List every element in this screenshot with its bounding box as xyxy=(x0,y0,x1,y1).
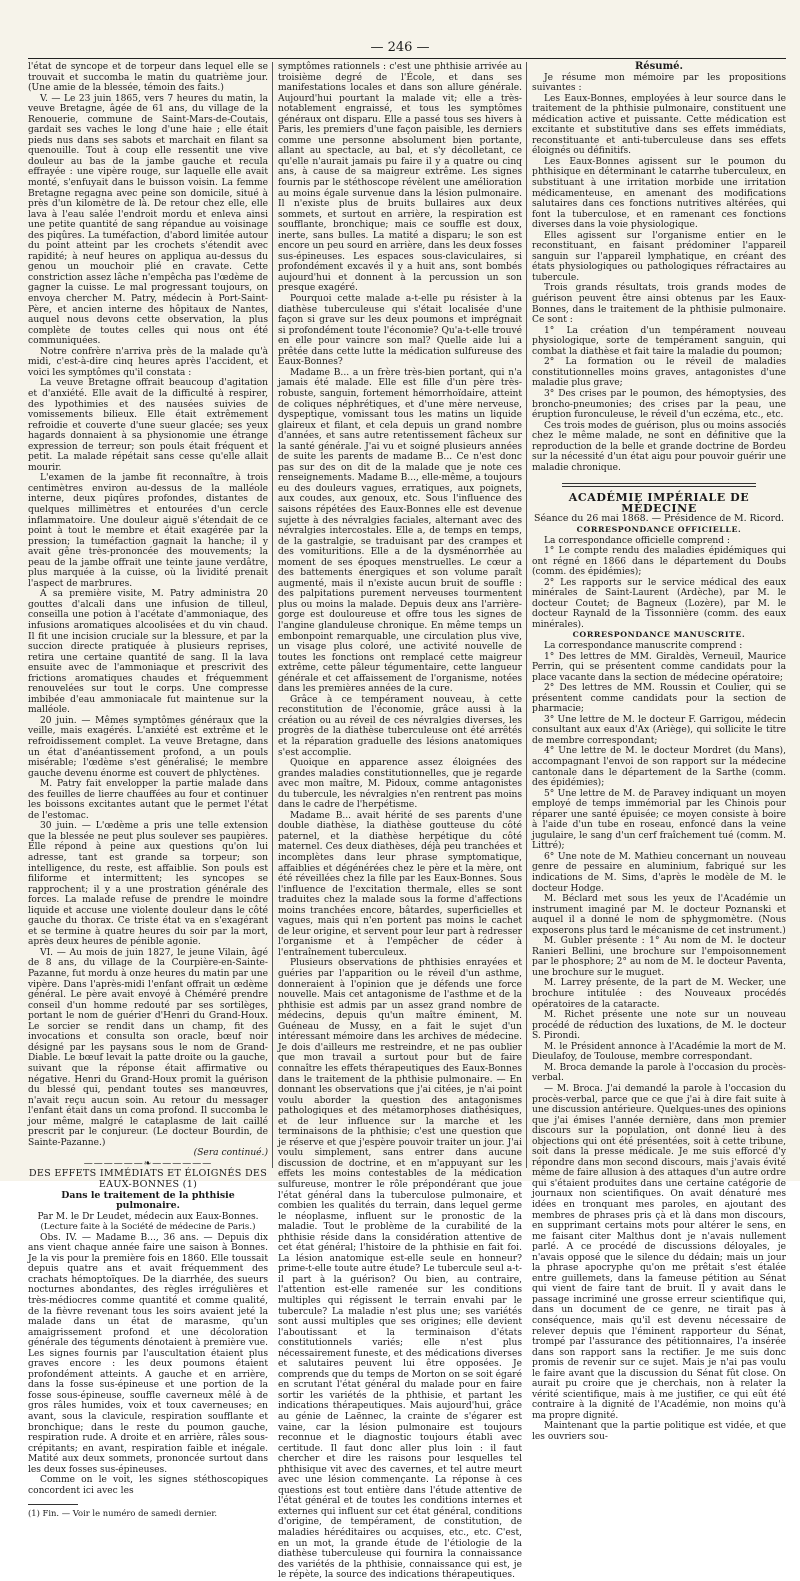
paragraph: Notre confrère n'arriva près de la malade qu'à midi, c'est-à-dire cinq heures après l'accident, et voici les symptômes qu'il constata : xyxy=(28,346,268,378)
paragraph: 3° Une lettre de M. le docteur F. Garrigou, médecin consultant aux eaux d'Ax (Ariège), qui sollicite le titre de membre correspondant; xyxy=(532,714,786,746)
paragraph: l'état de syncope et de torpeur dans lequel elle se trouvait et succomba le matin du quatrième jour. (Une amie de la blessée, témoin des faits.) xyxy=(28,62,268,94)
continued-note: (Sera continué.) xyxy=(193,1148,268,1159)
article-note: (Lecture faite à la Société de médecine de Paris.) xyxy=(40,1222,256,1233)
paragraph: M. Larrey présente, de la part de M. Wecker, une brochure intitulée : des Nouveaux procédés opératoires de la cataracte. xyxy=(532,978,786,1010)
paragraph: Obs. IV. — Madame B..., 36 ans. — Depuis dix ans vient chaque année faire une saison à Bonnes. Je la vis pour la première fois en 1860. Elle toussait depuis quatre ans et avait fréquemment des crachats hémoptoïques. De la diarrhée, des sueurs nocturnes abondantes, des règles irrégulières et très-médiocres comme quantité et comme qualité, de la fièvre revenant tous les soirs avaient jeté la malade dans un état de marasme, qu'un amaigrissement profond et une décoloration générale des téguments dénotaient à première vue. Les signes fournis par l'auscultation étaient plus graves encore : les deux poumons étaient profondément atteints. A gauche et en arrière, dans la fosse sus-épineuse et une portion de la fosse sous-épineuse, souffle caverneux mêlé à de gros râles humides, voix et toux caverneuses; en avant, sous la clavicule, respiration soufflante et bronchique; dans le reste du poumon gauche, respiration rude. A droite et en arrière, râles sous-crépitants; en avant, respiration faible et inégale. Matité aux deux sommets, prononcée surtout dans les deux fosses sus-épineuses. xyxy=(28,1232,268,1475)
paragraph: M. Gubler présente : 1° Au nom de M. le docteur Ranieri Bellini, une brochure sur l'empoisonnement par le phosphore; 2° au nom de M. le docteur Paventa, une brochure sur le muguet. xyxy=(532,936,786,978)
paragraph: 2° Les rapports sur le service médical des eaux minérales de Saint-Laurent (Ardèche), par M. le docteur Coutet; de Bagneux (Lozère), par M. le docteur Raynald de la Tissonnière (comm. des eaux minérales). xyxy=(532,577,786,630)
paragraph: Grâce à ce tempérament nouveau, à cette reconstitution de l'économie, grâce aussi à la création ou au réveil de ces névralgies diverses, les progrès de la diathèse tuberculeuse ont été arrêtés et la réparation graduelle des lésions anatomiques s'est accomplie. xyxy=(278,694,522,758)
paragraph: L'examen de la jambe fit reconnaître, à trois centimètres environ au-dessus de la malléole interne, deux piqûres profondes, distantes de quelques millimètres et entourées d'un cercle inflammatoire. Une douleur aiguë s'étendait de ce point à tout le membre et était exagérée par la pression; la tuméfaction gagnait la hanche; il y avait gêne très-prononcée des mouvements; la peau de la jambe offrait une teinte jaune verdâtre, plus marquée à la cuisse, où la lividité prenait l'aspect de marbrures. xyxy=(28,473,268,589)
academy-heading: ACADÉMIE IMPÉRIALE DE MÉDECINE xyxy=(568,491,750,515)
paragraph: — M. Broca. J'ai demandé la parole à l'occasion du procès-verbal, parce que ce que j'ai à dire fait suite à une discussion antérieure. Quelques-unes des opinions que j'ai émises l'année dernière, dans mon premier discours sur la population, ont donné lieu à des objections qui ont été présentées, soit à cette tribune, soit dans la presse médicale. Je me suis efforcé d'y répondre dans mon second discours, mais j'avais évité même de faire allusion à des attaques d'un autre ordre qui s'étaient produites dans une certaine catégorie de journaux non scientifiques. On avait dénaturé mes idées en tronquant mes paroles, en ajoutant des membres de phrases pris çà et là dans mon discours, en supprimant certains mots pour altérer le sens, en me faisant citer Malthus dont je n'avais nullement parlé. A ce procédé de discussions déloyales, je n'avais opposé que le silence du dédain; mais un jour la phrase apocryphe qu'on me prêtait s'est étalée entre guillemets, dans la fameuse pétition au Sénat qui vient de faire tant de bruit. Il y avait dans le passage incriminé une grosse erreur scientifique qui, dans un document de ce genre, ne tirait pas à conséquence, mais qu'il est devenu nécessaire de relever depuis que l'éminent rapporteur du Sénat, trompé par l'assurance des pétitionnaires, l'a insérée dans son rapport sans la rectifier. Je me suis donc promis de revenir sur ce sujet. Mais je n'ai pas voulu le faire avant que la discussion du Sénat fût close. On aurait pu croire que je cherchais, non à relater la vérité scientifique, mais à me justifier, ce qui eût été contraire à la dignité de l'Académie, non moins qu'à ma propre dignité. xyxy=(532,1083,786,1421)
paragraph: 1° Des lettres de MM. Giraldès, Verneuil, Maurice Perrin, qui se présentent comme candidats pour la place vacante dans la section de médecine opératoire; xyxy=(532,651,786,683)
paragraph: Quoique en apparence assez éloignées des grandes maladies constitutionnelles, que je regarde avec mon maître, M. Pidoux, comme antagonistes du tubercule, les névralgies n'en rentrent pas moins dans le cadre de l'herpétisme. xyxy=(278,758,522,811)
footnote: (1) Fin. — Voir le numéro de samedi dernier. xyxy=(28,1508,218,1519)
paragraph: symptômes rationnels : c'est une phthisie arrivée au troisième degré de l'École, et dans ses manifestations locales et dans son allure générale. Aujourd'hui pourtant la malade vit; elle a très-notablement engraissé, et tous les symptômes généraux ont disparu. Elle a passé tous ses hivers à Paris, les premiers d'une façon paisible, les derniers comme une personne absolument bien portante, allant au spectacle, au bal, et s'y décolletant, ce qu'elle n'aurait jamais pu faire il y a quatre ou cinq ans, à cause de sa maigreur extrême. Les signes fournis par le stéthoscope révèlent une amélioration au moins égale survenue dans la lésion pulmonaire. Il n'existe plus de bruits bullaires aux deux sommets, et surtout en arrière, la respiration est soufflante, bronchique; mais ce souffle est doux, inerte, sans bulles. La matité a disparu; le son est encore un peu sourd en arrière, dans les deux fosses sus-épineuses. Les espaces sous-claviculaires, si profondément excavés il y a huit ans, sont bombés aujourd'hui et donnent à la percussion un son presque exagéré. xyxy=(278,62,522,294)
paragraph: Madame B... avait hérité de ses parents d'une double diathèse, la diathèse goutteuse du côté paternel, et la diathèse herpétique du côté maternel. Ces deux diathèses, déjà peu tranchées et incomplètes dans leur phrase symptomatique, affaiblies et dégénérées chez le père et la mère, ont été réveillées chez la fille par les Eaux-Bonnes. Sous l'influence de l'excitation thermale, elles se sont traduites chez la malade sous la forme d'affections moins tranchées encore, bâtardes, superficielles et vagues, mais qui n'en portent pas moins le cachet de leur origine, et servent pour leur part à redresser l'organisme et à l'empêcher de céder à l'entraînement tuberculeux. xyxy=(278,810,522,958)
article-byline: Par M. le Dr Leudet, médecin aux Eaux-Bonnes. xyxy=(37,1211,259,1222)
section-rule xyxy=(562,483,756,487)
paragraph: Ces trois modes de guérison, plus ou moins associés chez le même malade, ne sont en définitive que la reproduction de la belle et grande doctrine de Bordeu sur la nécessité d'un état aigu pour pouvoir guérir une maladie chronique. xyxy=(532,420,786,473)
paragraph: M. le Président annonce à l'Académie la mort de M. Dieulafoy, de Toulouse, membre correspondant. xyxy=(532,1041,786,1063)
section-ornament: ——————❧—————— xyxy=(83,1158,213,1169)
paragraph: La correspondance officielle comprend : xyxy=(544,535,730,546)
paragraph: La veuve Bretagne offrait beaucoup d'agitation et d'anxiété. Elle avait de la difficulté à respirer, des lypothimies et des nausées suivies de vomissements bilieux. Elle était extrêmement refroidie et couverte d'une sueur glacée; ses yeux hagards donnaient à sa physionomie une étrange expression de terreur; son pouls était fréquent et petit. La malade répétait sans cesse qu'elle allait mourir. xyxy=(28,378,268,473)
paragraph: Elles agissent sur l'organisme entier en le reconstituant, en faisant prédominer l'appareil sanguin sur l'appareil lymphatique, en créant des états physiologiques ou pathologiques réfractaires au tubercule. xyxy=(532,230,786,283)
paragraph: 30 juin. — L'œdème a pris une telle extension que la blessée ne peut plus soulever ses paupières. Elle répond à peine aux questions qu'on lui adresse, tant est grande sa torpeur; son intelligence, du reste, est affaiblie. Son pouls est filiforme et intermittent; les syncopes se rapprochent; il y a une prostration générale des forces. La malade refuse de prendre le moindre liquide et accuse une violente douleur dans le côté gauche du thorax. Ce triste état va en s'exagérant et se termine à quatre heures du soir par la mort, après deux heures de pénible agonie. xyxy=(28,821,268,948)
paragraph: 2° Des lettres de MM. Roussin et Coulier, qui se présentent comme candidats pour la section de pharmacie; xyxy=(532,683,786,715)
paragraph: Maintenant que la partie politique est vidée, et que les ouvriers sou- xyxy=(532,1421,786,1442)
paragraph: 1° Le compte rendu des maladies épidémiques qui ont régné en 1866 dans le département du Doubs (comm. des épidémies); xyxy=(532,546,786,578)
paragraph: 5° Une lettre de M. de Paravey indiquant un moyen employé de temps immémorial par les Chinois pour réparer une santé épuisée; ce moyen consiste à boire à l'aide d'un tube en roseau, enfoncé dans la veine jugulaire, le sang d'un cerf fraîchement tué (comm. M. Littré); xyxy=(532,788,786,852)
paragraph: La correspondance manuscrite comprend : xyxy=(544,640,743,651)
paragraph: M. Béclard met sous les yeux de l'Académie un instrument imaginé par M. le docteur Poznanski et auquel il a donné le nom de sphygmomètre. (Nous exposerons plus tard le mécanisme de cet instrument.) xyxy=(532,894,786,936)
paragraph: Les Eaux-Bonnes agissent sur le poumon du phthisique en déterminant le catarrhe tuberculeux, en substituant à une irritation morbide une irritation médicamenteuse, en amenant des modifications salutaires dans ces fonctions nutritives altérées, qui font la tuberculose, et en ramenant ces fonctions diverses dans la voie physiologique. xyxy=(532,156,786,231)
paragraph: Les Eaux-Bonnes, employées à leur source dans le traitement de la phthisie pulmonaire, constituent une médication active et puissante. Cette médication est excitante et substitutive dans ses effets immédiats, reconstituante et anti-tuberculeuse dans ses effets éloignés ou définitifs. xyxy=(532,93,786,157)
paragraph: M. Broca demande la parole à l'occasion du procès-verbal. xyxy=(532,1062,786,1084)
paragraph: Comme on le voit, les signes stéthoscopiques concordent ici avec les xyxy=(28,1475,268,1496)
section-heading-resume: Résumé. xyxy=(635,61,683,72)
paragraph: M. Richet présente une note sur un nouveau procédé de réduction des luxations, de M. le docteur S. Pirondi. xyxy=(532,1010,786,1042)
footnote-rule xyxy=(28,1504,78,1505)
paragraph: Madame B... a un frère très-bien portant, qui n'a jamais été malade. Elle est fille d'un père très-robuste, sanguin, fortement hémorrhoïdaire, atteint de coliques néphrétiques, et d'une mère nerveuse, dyspeptique, vomissant tous les matins un liquide glaireux et filant, et cela depuis un grand nombre d'années, et sans autre retentissement fâcheux sur la santé générale. J'ai vu et soigné plusieurs années de suite les parents de madame B... Ce n'est donc pas sur des on dit de la malade que je note ces renseignements. Madame B..., elle-même, a toujours eu des douleurs vagues, erratiques, aux poignets, aux coudes, aux genoux, etc. Sous l'influence des saisons répétées des Eaux-Bonnes elle est devenue sujette à des névralgies faciales, alternant avec des névralgies intercostales. Elle a, de temps en temps, de la gastralgie, se traduisant par des crampes et des vomituritions. Elle a de la dysménorrhée au moment de ses époques menstruelles. Le cœur a des battements énergiques et son volume paraît augmenté, mais il n'existe aucun bruit de souffle : des palpitations purement nerveuses tourmentent plus ou moins la malade. Depuis deux ans l'arrière-gorge est douloureuse et offre tous les signes de l'angine glanduleuse chronique. En même temps un embonpoint remarquable, une circulation plus vive, un visage plus coloré, une activité nouvelle de toutes les fonctions ont remplacé cette maigreur extrême, cette pâleur tégumentaire, cette langueur générale et cet affaissement de l'organisme, notées dans les premières années de la cure. xyxy=(278,367,522,695)
paragraph: 6° Une note de M. Mathieu concernant un nouveau genre de pessaire en aluminium, fabriqué sur les indications de M. Sims, d'après le modèle de M. le docteur Hodge. xyxy=(532,851,786,894)
paragraph: Plusieurs observations de phthisies enrayées et guéries par l'apparition ou le réveil d'un asthme, donneraient à l'opinion que je défends une force nouvelle. Mais cet antagonisme de l'asthme et de la phthisie est admis par un assez grand nombre de médecins, depuis qu'un maître éminent, M. Guéneau de Mussy, en a fait le sujet d'un intéressant mémoire dans les archives de médecine. Je dois d'ailleurs me restreindre, et ne pas oublier que mon travail a surtout pour but de faire connaître les effets thérapeutiques des Eaux-Bonnes dans le traitement de la phthisie pulmonaire. — En donnant les observations que j'ai citées, je n'ai point voulu aborder la question des antagonismes pathologiques et des métamorphoses diathésiques, et de leur influence sur la marche et les terminaisons de la phthisie; c'est une question que je réserve et que j'espère pouvoir traiter un jour. J'ai voulu simplement, sans entrer dans aucune discussion de doctrine, et en m'appuyant sur les effets les moins contestables de la médication sulfureuse, montrer le rôle prépondérant que joue l'état général dans la tuberculose pulmonaire, et combien les qualités du terrain, dans lequel germe le néoplasme, influent sur le pronostic de la maladie. Tout le problème de la curabilité de la phthisie réside dans la considération attentive de cet état général; l'histoire de la phthisie en fait foi. La lésion anatomique est-elle seule en honneur? prime-t-elle toute autre étude? Le tubercule seul a-t-il part à la guérison? Ou bien, au contraire, l'attention est-elle ramenée sur les conditions multiples qui régissent le terrain envahi par le tubercule? La maladie n'est plus une; ses variétés sont aussi multiples que ses origines; elle devient l'aboutissant et la terminaison d'états constitutionnels variés; elle n'est plus nécessairement funeste, et des médications diverses et salutaires peuvent lui être opposées. Je comprends que du temps de Morton on se soit égaré en scrutant l'état général du malade pour en faire sortir les variétés de la phthisie, et partant les indications thérapeutiques. Mais aujourd'hui, grâce au génie de Laënnec, la crainte de s'égarer est vaine, car la lésion pulmonaire est toujours reconnue et le diagnostic toujours établi avec certitude. Il faut donc aller plus loin : il faut chercher et dire les raisons pour lesquelles tel phthisique vit avec des cavernes, et tel autre meurt avec une lésion commençante. La réponse à ces questions est tout entière dans l'étude attentive de l'état général et de toutes les conditions internes et externes qui influent sur cet état général, conditions d'origine, de tempérament, de constitution, de maladies héréditaires ou acquises, etc., etc. C'est, en un mot, la grande étude de l'étiologie de la diathèse tuberculeuse qui fournira la connaissance des variétés de la phthisie, connaissance qui est, je le répète, la source des indications thérapeutiques. xyxy=(278,958,522,1581)
column-divider-left xyxy=(272,62,273,1168)
paragraph: Je résume mon mémoire par les propositions suivantes : xyxy=(532,72,786,94)
paragraph: M. Patry fait envelopper la partie malade dans des feuilles de lierre chauffées au four et continuer les boissons excitantes autant que le permet l'état de l'estomac. xyxy=(28,779,268,821)
subheading-official-correspondence: CORRESPONDANCE OFFICIELLE. xyxy=(576,524,742,534)
paragraph: Pourquoi cette malade a-t-elle pu résister à la diathèse tuberculeuse qui s'était localisée d'une façon si grave sur les deux poumons et imprégnait si profondément toute l'économie? Qu'a-t-elle trouvé en elle pour vaincre son mal? Quelle aide lui a prêtée dans cette lutte la médication sulfureuse des Eaux-Bonnes? xyxy=(278,294,522,368)
paragraph: A sa première visite, M. Patry administra 20 gouttes d'alcali dans une infusion de tilleul, conseilla une potion à l'acétate d'ammoniaque, des infusions aromatiques alcoolisées et du vin chaud. Il fit une incision cruciale sur la blessure, et par la succion directe pratiquée à plusieurs reprises, retira une certaine quantité de sang. Il la lava ensuite avec de l'ammoniaque et prescrivit des frictions aromatiques chaudes et fréquemment renouvelées sur tout le corps. Une compresse imbibée d'eau ammoniacale fut maintenue sur la malléole. xyxy=(28,589,268,716)
column-divider-right xyxy=(526,62,527,1168)
paragraph: 2° La formation ou le réveil de maladies constitutionnelles moins graves, antagonistes d'une maladie plus grave; xyxy=(532,357,786,389)
paragraph: 1° La création d'un tempérament nouveau physiologique, sorte de tempérament sanguin, qui combat la diathèse et fait taire la maladie du poumon; xyxy=(532,325,786,357)
column-middle xyxy=(278,62,522,1581)
page-number: — 246 — xyxy=(370,40,430,55)
paragraph: V. — Le 23 juin 1865, vers 7 heures du matin, la veuve Bretagne, âgée de 61 ans, du village de la Renouerie, commune de Saint-Mars-de-Coutais, gardait ses vaches le long d'une haie ; elle était pieds nus dans ses sabots et marchait en filant sa quenouille. Tout à coup elle ressentit une vive douleur au bas de la jambe gauche et recula effrayée : une vipère rouge, sur laquelle elle avait monté, s'enfuyait dans le buisson voisin. La femme Bretagne regagna avec peine son domicile, situé à près d'un kilomètre de là. De retour chez elle, elle lava à l'eau salée l'endroit mordu et enleva ainsi une petite quantité de sang répandue au voisinage des piqûres. La tuméfaction, d'abord limitée autour du point atteint par les crochets s'étendit avec rapidité; à neuf heures on appliqua au-dessus du genou un mouchoir plié en cravate. Cette constriction assez lâche n'empêcha pas l'œdème de gagner la cuisse. Le mal progressant toujours, on envoya chercher M. Patry, médecin à Port-Saint-Père, et ancien interne des hôpitaux de Nantes, auquel nous devons cette observation, la plus complète de toutes celles qui nous ont été communiquées. xyxy=(28,93,268,347)
article-subtitle: Dans le traitement de la phthisie pulmonaire. xyxy=(61,1189,235,1212)
paragraph: 4° Une lettre de M. le docteur Mordret (du Mans), accompagnant l'envoi de son rapport sur la médecine cantonale dans le département de la Sarthe (comm. des épidémies); xyxy=(532,746,786,789)
column-left xyxy=(28,62,268,1519)
session-heading: Séance du 26 mai 1868. — Présidence de M. Ricord. xyxy=(534,513,784,525)
paragraph: Trois grands résultats, trois grands modes de guérison peuvent être ainsi obtenus par les Eaux-Bonnes, dans le traitement de la phthisie pulmonaire. Ce sont : xyxy=(532,283,786,326)
subheading-manuscript-correspondence: CORRESPONDANCE MANUSCRITE. xyxy=(572,630,746,640)
column-right xyxy=(532,61,786,1442)
paragraph: 3° Des crises par le poumon, des hémoptysies, des broncho-pneumonies; des crises par la peau, une éruption furonculeuse, le réveil d'un eczéma, etc., etc. xyxy=(532,388,786,421)
header-rule xyxy=(28,58,786,59)
paragraph: 20 juin. — Mêmes symptômes généraux que la veille, mais exagérés. L'anxiété est extrême et le refroidissement complet. La veuve Bretagne, dans un état d'anéantissement profond, a un pouls misérable; l'œdème s'est généralisé; le membre gauche devenu énorme est couvert de phlyctènes. xyxy=(28,715,268,779)
article-title: DES EFFETS IMMÉDIATS ET ÉLOIGNÉS DES EAUX-BONNES (1) xyxy=(28,1168,268,1190)
paragraph: VI. — Au mois de juin 1827, le jeune Vilain, âgé de 8 ans, du village de la Courpière-en-Sainte-Pazanne, fut mordu à onze heures du matin par une vipère. Dans l'après-midi l'enfant offrait un œdème général. Le père avait envoyé à Chéméré prendre conseil d'un homme redouté par ses sortilèges, portant le nom de guérier d'Henri du Grand-Houx. Le sorcier se rendit dans un champ, fit des invocations et consulta son oracle, bœuf noir désigné par les paysans sous le nom de Grand-Diable. Le bœuf levait la patte droite ou la gauche, suivant que la réponse était affirmative ou négative. Henri du Grand-Houx promit la guérison du blessé qui, pendant toutes ses manœuvres, n'avait reçu aucun soin. Au retour du messager l'enfant était dans un coma profond. Il succomba le jour même, malgré le cataplasme de lait caillé prescrit par le conjureur. (Le docteur Bourdin, de Sainte-Pazanne.) xyxy=(28,947,268,1148)
